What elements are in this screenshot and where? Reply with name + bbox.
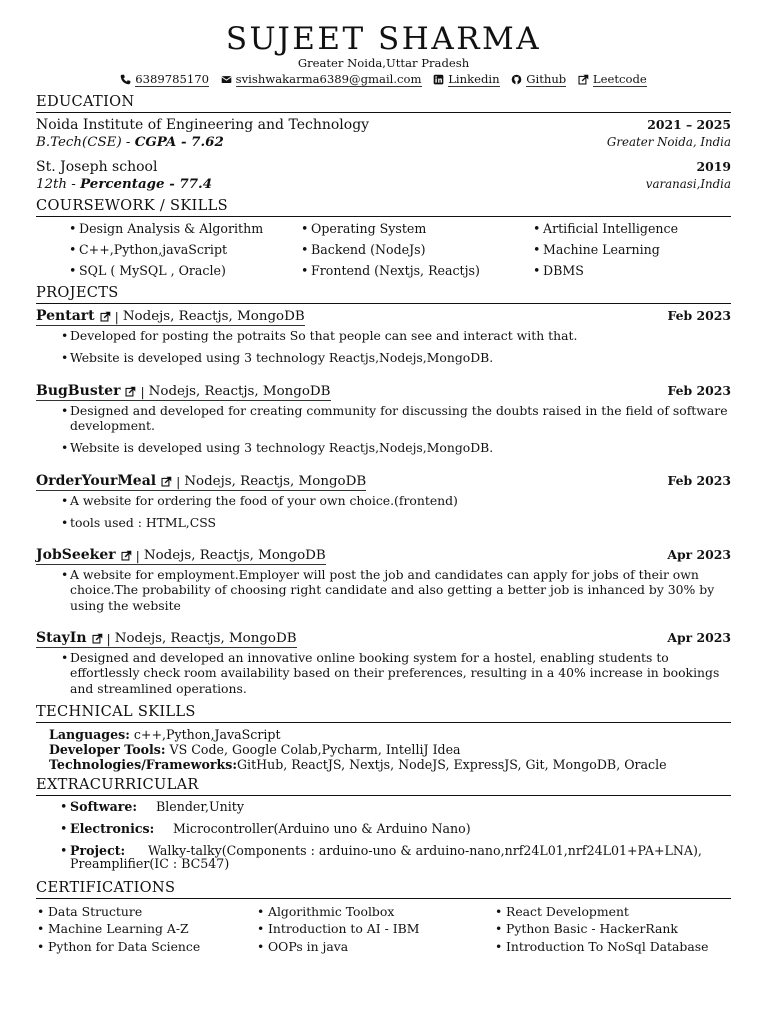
education-entry — [36, 159, 731, 193]
certification-item: • Introduction To NoSql Database — [506, 938, 736, 956]
frameworks-label: Technologies/Frameworks: — [49, 756, 237, 772]
education-location: Greater Noida, India — [606, 135, 731, 150]
github-icon — [511, 74, 522, 85]
school-name: Noida Institute of Engineering and Technology — [36, 117, 370, 134]
project-name: OrderYourMeal — [36, 472, 157, 489]
education-entry — [36, 117, 731, 151]
project-name: StayIn — [36, 630, 87, 647]
external-link-icon — [121, 550, 132, 561]
project-tech: Nodejs, Reactjs, MongoDB — [122, 309, 305, 325]
extracurricular-list — [36, 800, 731, 870]
contact-github[interactable] — [511, 73, 566, 87]
project-date: Feb 2023 — [667, 308, 731, 324]
frameworks-line — [49, 757, 731, 772]
github-link: Github — [526, 71, 567, 86]
coursework-item: • Design Analysis & Algorithm — [69, 220, 301, 238]
certification-item: • React Development — [506, 903, 736, 921]
project-entry — [36, 630, 731, 696]
extracurricular-label: Software: — [70, 798, 138, 814]
extracurricular-value: Walky-talky(Components : arduino-uno & arduino-nano,nrf24L01,nrf24L01+PA+LNA), Preamplifier(IC : BC547) — [70, 842, 702, 871]
coursework-item: • Backend (NodeJs) — [301, 241, 533, 259]
section-education-title: EDUCATION — [36, 93, 731, 113]
project-link[interactable] — [36, 473, 366, 491]
project-link[interactable] — [36, 547, 326, 565]
project-link[interactable] — [36, 630, 297, 648]
resume-name: SUJEET SHARMA — [225, 21, 542, 57]
external-link-icon — [100, 311, 111, 322]
project-bullet: • Designed and developed an innovative online booking system for a hostel, enabling students to effortlessly check room availability based on their preferences, resulting in a 40% increase in bookings and streamlined operations. — [70, 650, 731, 696]
frameworks-value: GitHub, ReactJS, Nextjs, NodeJS, ExpressJS, Git, MongoDB, Oracle — [237, 756, 667, 772]
project-date: Feb 2023 — [667, 472, 731, 488]
external-link-icon — [125, 386, 136, 397]
project-tech: Nodejs, Reactjs, MongoDB — [148, 383, 331, 399]
phone-icon — [120, 74, 131, 85]
section-certifications-title: CERTIFICATIONS — [36, 879, 731, 899]
external-link-icon — [161, 476, 172, 487]
project-bullet: • Developed for posting the potraits So that people can see and interact with that. — [70, 328, 731, 343]
separator: | — [114, 309, 119, 325]
project-link[interactable] — [36, 383, 331, 401]
project-entry — [36, 473, 731, 531]
external-link-icon — [92, 633, 103, 644]
coursework-grid — [36, 220, 731, 280]
extracurricular-item — [70, 822, 731, 835]
project-entry — [36, 383, 731, 456]
section-projects-title: PROJECTS — [36, 284, 731, 304]
tools-label: Developer Tools: — [49, 741, 166, 757]
coursework-item: • Operating System — [301, 220, 533, 238]
coursework-item: • Frontend (Nextjs, Reactjs) — [301, 262, 533, 280]
resume-location: Greater Noida,Uttar Pradesh — [297, 56, 470, 70]
technical-skills — [36, 727, 731, 772]
certification-item: • OOPs in java — [268, 938, 506, 956]
project-tech: Nodejs, Reactjs, MongoDB — [184, 473, 367, 489]
contact-leetcode[interactable] — [578, 73, 647, 87]
certification-item: • Algorithmic Toolbox — [268, 903, 506, 921]
project-bullet: • A website for ordering the food of your own choice.(frontend) — [70, 493, 731, 508]
coursework-item: • Machine Learning — [533, 241, 733, 259]
extracurricular-label: Electronics: — [70, 820, 155, 836]
extracurricular-label: Project: — [70, 842, 126, 858]
external-link-icon — [578, 74, 589, 85]
phone-number: 6389785170 — [135, 71, 209, 86]
project-bullet: • tools used : HTML,CSS — [70, 515, 731, 530]
coursework-item: • SQL ( MySQL , Oracle) — [69, 262, 301, 280]
section-technical-title: TECHNICAL SKILLS — [36, 703, 731, 723]
tools-value: VS Code, Google Colab,Pycharm, IntelliJ Idea — [165, 741, 461, 757]
project-name: BugBuster — [36, 382, 121, 399]
separator: | — [176, 473, 181, 489]
certification-item: • Python for Data Science — [48, 938, 268, 956]
project-bullet: • Website is developed using 3 technology Reactjs,Nodejs,MongoDB. — [70, 440, 731, 455]
degree-name: B.Tech(CSE) - — [36, 135, 135, 151]
education-dates: 2019 — [696, 159, 731, 175]
certification-item: • Machine Learning A-Z — [48, 920, 268, 938]
project-bullet: • Website is developed using 3 technology Reactjs,Nodejs,MongoDB. — [70, 350, 731, 365]
separator: | — [135, 548, 140, 564]
project-name: Pentart — [36, 308, 95, 325]
degree — [36, 176, 212, 193]
tools-line — [49, 742, 731, 757]
degree — [36, 134, 224, 151]
extracurricular-value: Microcontroller(Arduino uno & Arduino Nano) — [173, 820, 471, 836]
project-tech: Nodejs, Reactjs, MongoDB — [143, 548, 326, 564]
degree-name: 12th - — [36, 176, 81, 192]
project-bullet: • Designed and developed for creating community for discussing the doubts raised in the field of software development. — [70, 403, 731, 434]
degree-score: CGPA - 7.62 — [134, 134, 224, 151]
project-date: Feb 2023 — [667, 382, 731, 398]
certification-item: • Data Structure — [48, 903, 268, 921]
contact-line — [36, 73, 731, 89]
linkedin-link: Linkedin — [448, 71, 500, 86]
project-entry — [36, 308, 731, 366]
leetcode-link: Leetcode — [592, 71, 647, 86]
section-coursework-title: COURSEWORK / SKILLS — [36, 197, 731, 217]
project-link[interactable] — [36, 308, 305, 326]
school-name: St. Joseph school — [36, 159, 158, 176]
languages-line — [49, 727, 731, 742]
project-tech: Nodejs, Reactjs, MongoDB — [114, 631, 297, 647]
project-date: Apr 2023 — [667, 547, 731, 563]
education-dates: 2021 – 2025 — [647, 117, 731, 133]
project-entry — [36, 547, 731, 613]
separator: | — [106, 631, 111, 647]
coursework-item: • DBMS — [533, 262, 733, 280]
contact-email[interactable] — [221, 73, 422, 87]
coursework-item: • Artificial Intelligence — [533, 220, 733, 238]
languages-value: c++,Python,JavaScript — [129, 726, 281, 742]
education-location: varanasi,India — [645, 176, 731, 191]
extracurricular-item — [70, 844, 731, 870]
envelope-icon — [221, 74, 232, 85]
email-address: svishwakarma6389@gmail.com — [235, 71, 422, 86]
languages-label: Languages: — [49, 726, 130, 742]
section-extracurricular-title: EXTRACURRICULAR — [36, 776, 731, 796]
extracurricular-value: Blender,Unity — [156, 798, 244, 814]
certifications-grid — [36, 903, 731, 956]
degree-score: Percentage - 77.4 — [80, 175, 213, 192]
contact-phone[interactable] — [120, 73, 209, 87]
project-date: Apr 2023 — [667, 630, 731, 646]
project-name: JobSeeker — [36, 547, 116, 564]
linkedin-icon — [433, 74, 444, 85]
certification-item: • Python Basic - HackerRank — [506, 920, 736, 938]
extracurricular-item — [70, 800, 731, 813]
contact-linkedin[interactable] — [433, 73, 499, 87]
certification-item: • Introduction to AI - IBM — [268, 920, 506, 938]
coursework-item: • C++,Python,javaScript — [69, 241, 301, 259]
separator: | — [140, 383, 145, 399]
project-bullet: • A website for employment.Employer will post the job and candidates can apply for jobs of their own choice.The probability of choosing right candidate and also getting a better job is inhanced by 30% by using the website — [70, 567, 731, 613]
